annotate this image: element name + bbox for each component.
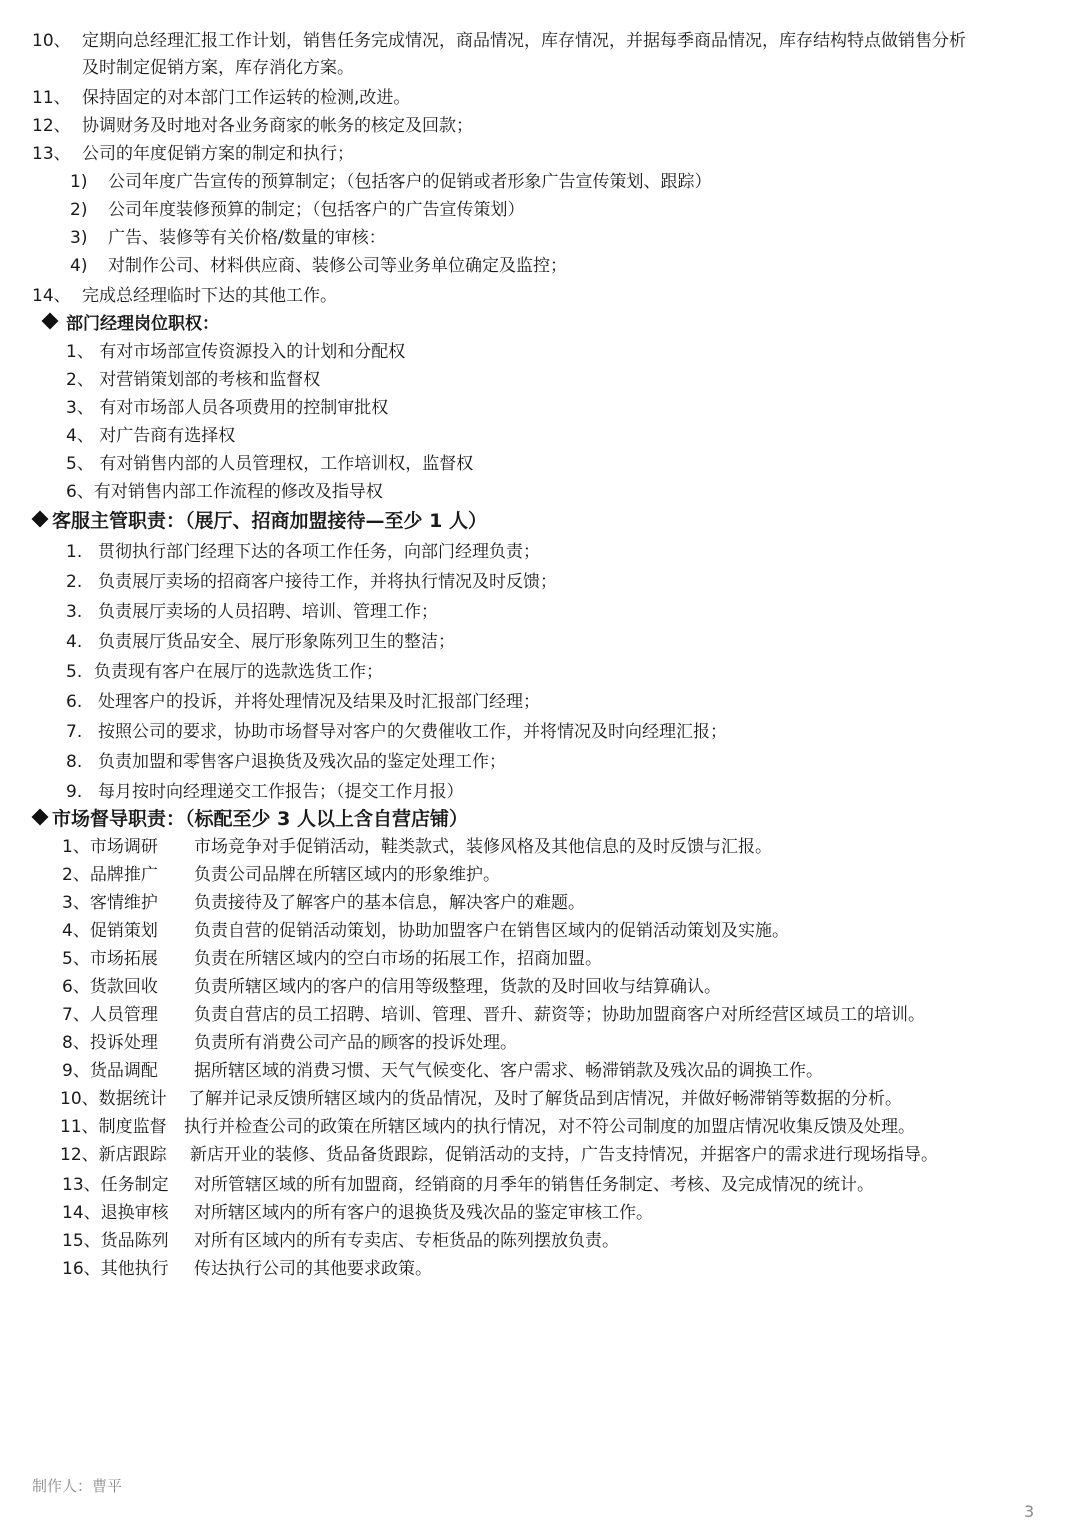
sub-list-item: 1) 公司年度广告宣传的预算制定；（包括客户的促销或者形象广告宣传策划、跟踪） (70, 172, 712, 192)
list-item: 12、新店跟踪 新店开业的装修、货品备货跟踪，促销活动的支持，广告支持情况，并据客户的需求进行现场指导。 (60, 1145, 938, 1165)
list-item: 5、市场拓展 负责在所辖区域内的空白市场的拓展工作，招商加盟。 (62, 949, 602, 969)
list-item: 13、任务制定 对所管辖区域的所有加盟商，经销商的月季年的销售任务制定、考核、及完成情况的统计。 (62, 1175, 874, 1195)
list-item: 5. 负责现有客户在展厅的选款选货工作； (66, 662, 383, 682)
list-item: 6、有对销售内部工作流程的修改及指导权 (66, 482, 383, 502)
list-item: 2. 负责展厅卖场的招商客户接待工作，并将执行情况及时反馈； (66, 572, 557, 592)
sub-list-item: 2) 公司年度装修预算的制定；（包括客户的广告宣传策划） (70, 200, 525, 220)
list-item: 1、市场调研 市场竞争对手促销活动，鞋类款式，装修风格及其他信息的及时反馈与汇报。 (62, 837, 772, 857)
list-item: 4. 负责展厅货品安全、展厅形象陈列卫生的整洁； (66, 632, 455, 652)
list-item: 16、其他执行 传达执行公司的其他要求政策。 (62, 1259, 432, 1279)
author-credit: 制作人：曹平 (32, 1477, 123, 1495)
list-item: 8、投诉处理 负责所有消费公司产品的顾客的投诉处理。 (62, 1033, 517, 1053)
list-item: 5、 有对销售内部的人员管理权，工作培训权，监督权 (66, 454, 474, 474)
list-item: 3、客情维护 负责接待及了解客户的基本信息，解决客户的难题。 (62, 893, 585, 913)
section-heading-service: 客服主管职责：（展厅、招商加盟接待—至少 1 人） (34, 508, 487, 534)
diamond-bullet-icon (32, 511, 49, 528)
section-heading-manager-rights: 部门经理岗位职权： (44, 311, 219, 337)
list-item: 11、 保持固定的对本部门工作运转的检测,改进。 (32, 88, 411, 108)
list-item: 9、货品调配 据所辖区域的消费习惯、天气气候变化、客户需求、畅滞销款及残次品的调换工作。 (62, 1061, 823, 1081)
list-item-continuation: 及时制定促销方案，库存消化方案。 (82, 58, 354, 78)
diamond-bullet-icon (42, 313, 59, 330)
list-item: 15、货品陈列 对所有区域内的所有专卖店、专柜货品的陈列摆放负责。 (62, 1231, 619, 1251)
list-item: 13、 公司的年度促销方案的制定和执行； (32, 144, 354, 164)
diamond-bullet-icon (32, 809, 49, 826)
list-item: 1. 贯彻执行部门经理下达的各项工作任务，向部门经理负责； (66, 542, 540, 562)
list-item: 1、 有对市场部宣传资源投入的计划和分配权 (66, 342, 406, 362)
list-item: 2、品牌推广 负责公司品牌在所辖区域内的形象维护。 (62, 865, 500, 885)
section-heading-supervisor: 市场督导职责：（标配至少 3 人以上含自营店铺） (34, 806, 468, 832)
list-item: 14、 完成总经理临时下达的其他工作。 (32, 286, 337, 306)
list-item: 7、人员管理 负责自营店的员工招聘、培训、管理、晋升、薪资等；协助加盟商客户对所经营区域员工的培训。 (62, 1005, 925, 1025)
list-item: 14、退换审核 对所辖区域内的所有客户的退换货及残次品的鉴定审核工作。 (62, 1203, 653, 1223)
list-item: 4、促销策划 负责自营的促销活动策划，协助加盟客户在销售区域内的促销活动策划及实施。 (62, 921, 789, 941)
list-item: 2、 对营销策划部的考核和监督权 (66, 370, 321, 390)
list-item: 7. 按照公司的要求，协助市场督导对客户的欠费催收工作，并将情况及时向经理汇报； (66, 722, 727, 742)
list-item: 10、数据统计 了解并记录反馈所辖区域内的货品情况，及时了解货品到店情况，并做好畅滞销等数据的分析。 (60, 1089, 902, 1109)
list-item: 4、 对广告商有选择权 (66, 426, 236, 446)
list-item: 11、制度监督 执行并检查公司的政策在所辖区域内的执行情况，对不符公司制度的加盟店情况收集反馈及处理。 (60, 1117, 915, 1137)
list-item: 8. 负责加盟和零售客户退换货及残次品的鉴定处理工作； (66, 752, 506, 772)
list-item: 6. 处理客户的投诉，并将处理情况及结果及时汇报部门经理； (66, 692, 540, 712)
sub-list-item: 4) 对制作公司、材料供应商、装修公司等业务单位确定及监控； (70, 256, 567, 276)
list-item: 6、货款回收 负责所辖区域内的客户的信用等级整理，货款的及时回收与结算确认。 (62, 977, 721, 997)
list-item: 9. 每月按时向经理递交工作报告；（提交工作月报） (66, 782, 464, 802)
list-item: 3、 有对市场部人员各项费用的控制审批权 (66, 398, 389, 418)
list-item: 3. 负责展厅卖场的人员招聘、培训、管理工作； (66, 602, 438, 622)
list-item: 10、 定期向总经理汇报工作计划，销售任务完成情况，商品情况，库存情况，并据每季商品情况，库存结构特点做销售分析 (32, 31, 966, 51)
page-number: 3 (1024, 1502, 1035, 1521)
list-item: 12、 协调财务及时地对各业务商家的帐务的核定及回款； (32, 116, 473, 136)
sub-list-item: 3) 广告、装修等有关价格/数量的审核： (70, 228, 386, 248)
